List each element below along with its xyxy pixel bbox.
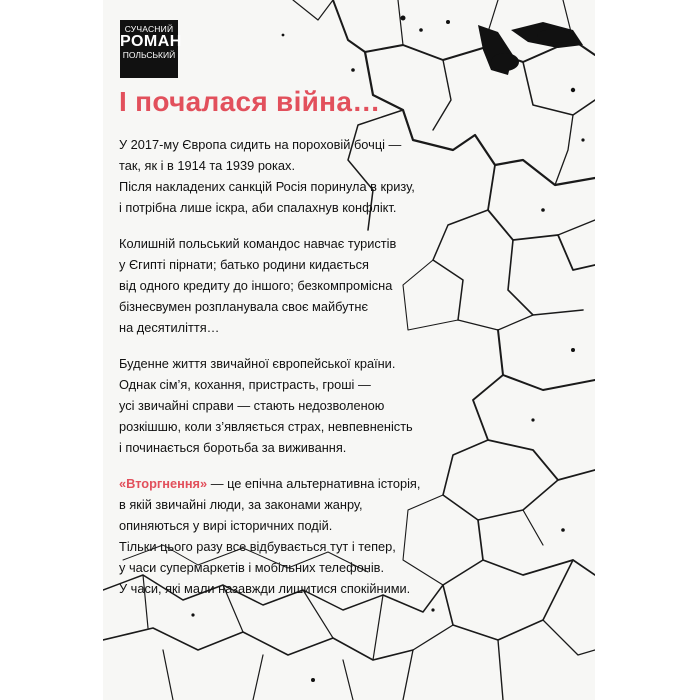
blurb-paragraph-4 xyxy=(119,473,464,599)
text-line: Після накладених санкцій Росія поринула в кризу, xyxy=(119,179,415,194)
series-badge xyxy=(120,20,182,78)
back-cover xyxy=(103,0,595,700)
series-line-1: СУЧАСНИЙ xyxy=(124,24,174,34)
text-line: усі звичайні справи — стають недозволеною xyxy=(119,398,385,413)
text-line: У часи, які мали назавжди лишитися спокійними. xyxy=(119,581,411,596)
headline: І почалася війна… xyxy=(119,86,381,117)
text-line: У 2017-му Європа сидить на пороховій бочці — xyxy=(119,137,402,152)
text-line: бізнесвумен розпланувала своє майбутнє xyxy=(119,299,369,314)
text-line: Тільки цього разу все відбувається тут і тепер, xyxy=(119,539,396,554)
series-line-3: ПОЛЬСЬКИЙ xyxy=(122,49,176,60)
blurb-paragraph-3 xyxy=(119,353,464,458)
text-line: у часи супермаркетів і мобільних телефонів. xyxy=(119,560,385,575)
text-line: так, як і в 1914 та 1939 роках. xyxy=(119,158,296,173)
blurb-paragraph-1 xyxy=(119,134,464,218)
text-line: Буденне життя звичайної європейської країни. xyxy=(119,356,396,371)
text-line: в якій звичайні люди, за законами жанру, xyxy=(119,497,363,512)
blurb-text xyxy=(119,134,464,614)
text-line: і починається боротьба за виживання. xyxy=(119,440,347,455)
book-title-highlight: «Вторгнення» xyxy=(119,476,208,491)
text-line: Колишній польський командос навчає туристів xyxy=(119,236,397,251)
blurb-paragraph-2 xyxy=(119,233,464,338)
text-line: і потрібна лише іскра, аби спалахнув конфлікт. xyxy=(119,200,397,215)
text-fragment: — це епічна альтернативна історія, xyxy=(207,476,421,491)
text-line: у Єгипті пірнати; батько родини кидається xyxy=(119,257,369,272)
text-line xyxy=(119,473,464,494)
text-line: на десятиліття… xyxy=(119,320,220,335)
text-line: розкішшю, коли з’являється страх, невпевненість xyxy=(119,419,413,434)
series-line-2: РОМАН xyxy=(120,32,182,50)
text-line: Однак сім’я, кохання, пристрасть, гроші — xyxy=(119,377,371,392)
text-line: опиняються у вирі історичних подій. xyxy=(119,518,333,533)
text-line: від одного кредиту до іншого; безкомпромісна xyxy=(119,278,393,293)
